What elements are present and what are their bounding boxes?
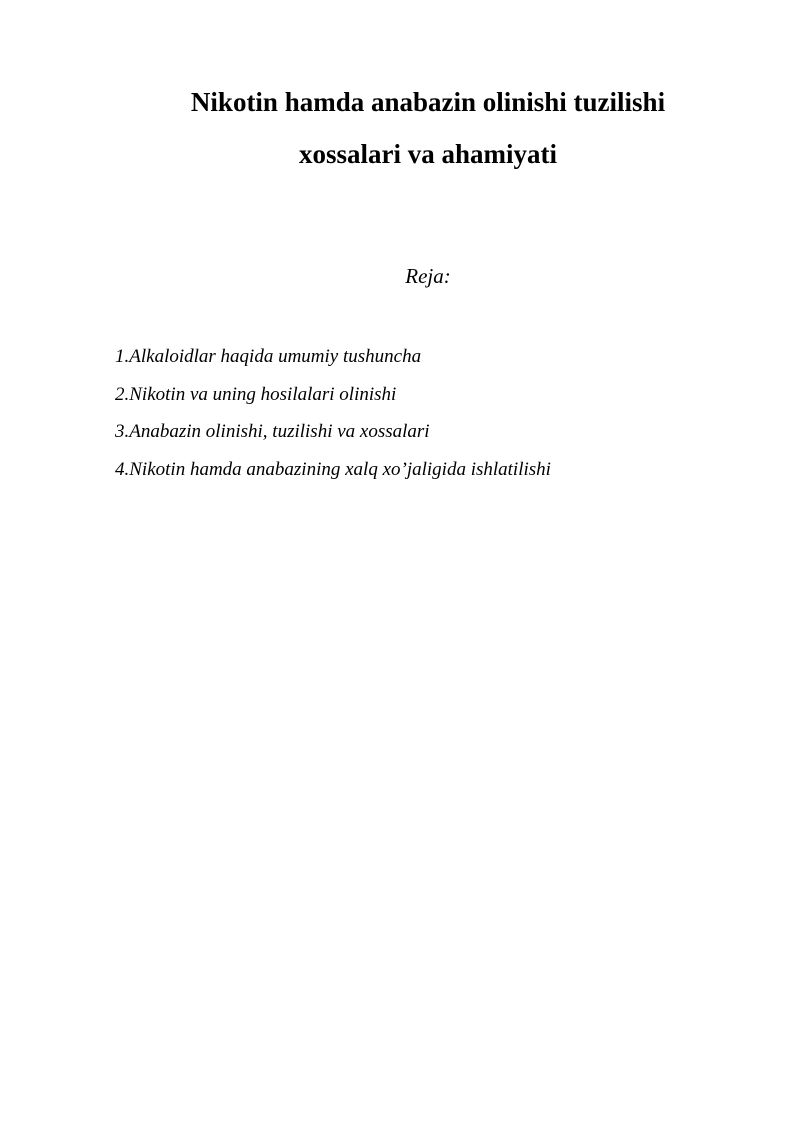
plan-item-4: 4.Nikotin hamda anabazining xalq xo’jaligida ishlatilishi: [115, 458, 551, 480]
plan-list: [115, 343, 551, 493]
document-title-line-2: xossalari va ahamiyati: [298, 139, 557, 169]
plan-heading: Reja:: [405, 264, 451, 288]
document-title-line-1: Nikotin hamda anabazin olinishi tuzilishi: [190, 87, 666, 117]
plan-item-1: 1.Alkaloidlar haqida umumiy tushuncha: [115, 346, 422, 367]
document-title: [100, 76, 756, 180]
plan-item-3: 3.Anabazin olinishi, tuzilishi va xossalari: [115, 421, 430, 442]
plan-item-2: 2.Nikotin va uning hosilalari olinishi: [115, 383, 397, 405]
